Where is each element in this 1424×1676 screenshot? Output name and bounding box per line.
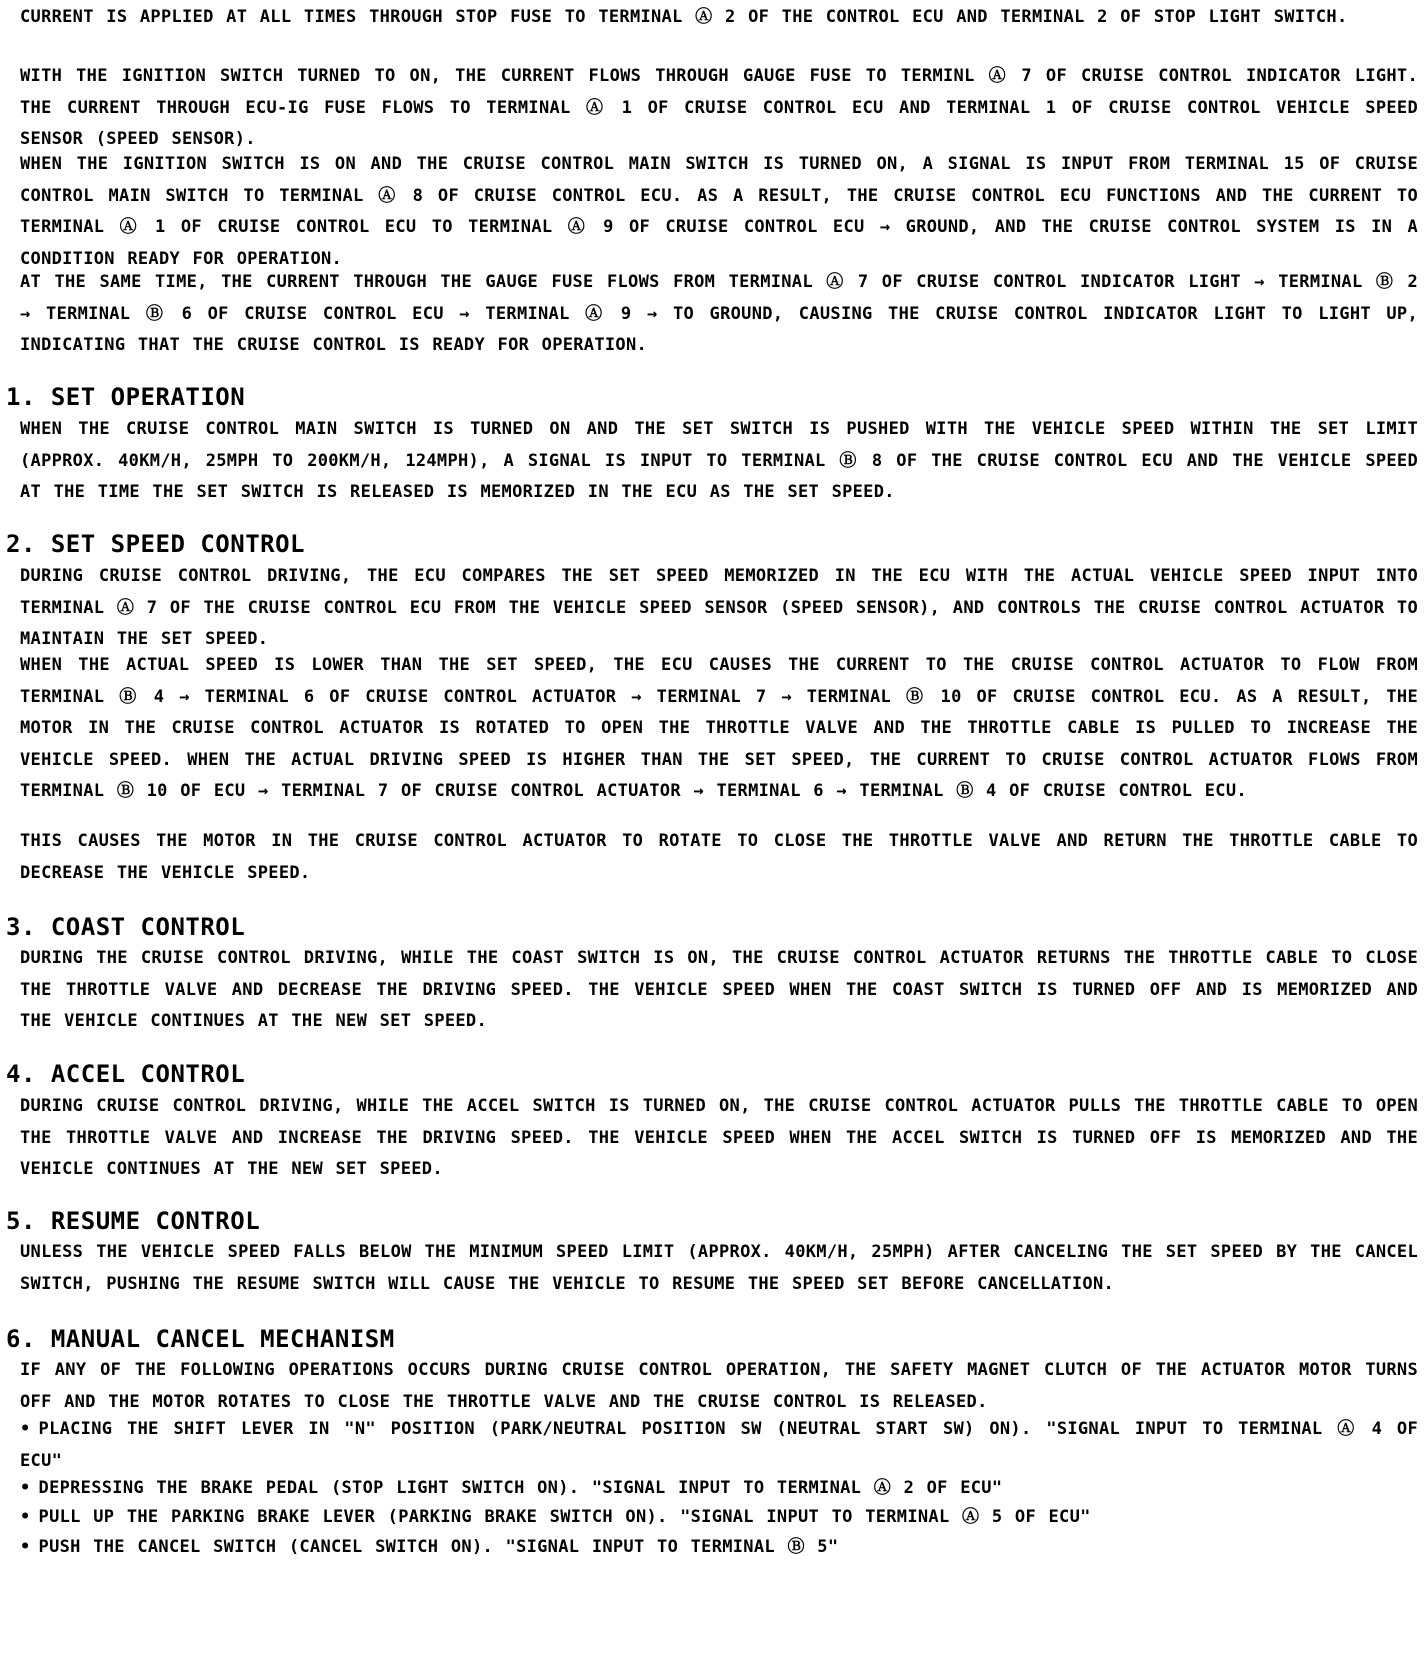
- set-speed-control-paragraph-1: DURING CRUISE CONTROL DRIVING, THE ECU COMPARES THE SET SPEED MEMORIZED IN THE ECU WITH THE ACTUAL VEHICLE SPEED INPUT INTO TERMINAL Ⓐ 7 OF THE CRUISE CONTROL ECU FROM THE VEHICLE SPEED SENSOR (SPEED SENSOR), AND CONTROLS THE CRUISE CONTROL ACTUATOR TO MAINTAIN THE SET SPEED.: [20, 566, 1418, 649]
- cancel-condition-text: PLACING THE SHIFT LEVER IN "N" POSITION (PARK/NEUTRAL POSITION SW (NEUTRAL START SW) ON). "SIGNAL INPUT TO TERMINAL Ⓐ 4 OF ECU": [20, 1419, 1418, 1471]
- section-heading-set-operation: 1. SET OPERATION: [6, 383, 246, 411]
- cancel-condition-text: DEPRESSING THE BRAKE PEDAL (STOP LIGHT SWITCH ON). "SIGNAL INPUT TO TERMINAL Ⓐ 2 OF ECU": [38, 1478, 1003, 1498]
- set-operation-paragraph: WHEN THE CRUISE CONTROL MAIN SWITCH IS TURNED ON AND THE SET SWITCH IS PUSHED WITH THE VEHICLE SPEED WITHIN THE SET LIMIT (APPROX. 40KM/H, 25MPH TO 200KM/H, 124MPH), A SIGNAL IS INPUT TO TERMINAL Ⓑ 8 OF THE CRUISE CONTROL ECU AND THE VEHICLE SPEED AT THE TIME THE SET SWITCH IS RELEASED IS MEMORIZED IN THE ECU AS THE SET SPEED.: [20, 419, 1418, 502]
- bullet-icon: •: [20, 1537, 31, 1557]
- section-heading-set-speed-control: 2. SET SPEED CONTROL: [6, 530, 305, 558]
- cancel-condition-item: [20, 1532, 1418, 1564]
- cancel-condition-text: PUSH THE CANCEL SWITCH (CANCEL SWITCH ON). "SIGNAL INPUT TO TERMINAL Ⓑ 5": [38, 1537, 839, 1557]
- section-heading-accel-control: 4. ACCEL CONTROL: [6, 1060, 246, 1088]
- resume-control-paragraph: UNLESS THE VEHICLE SPEED FALLS BELOW THE MINIMUM SPEED LIMIT (APPROX. 40KM/H, 25MPH) AFTER CANCELING THE SET SPEED BY THE CANCEL SWITCH, PUSHING THE RESUME SWITCH WILL CAUSE THE VEHICLE TO RESUME THE SPEED SET BEFORE CANCELLATION.: [20, 1242, 1418, 1294]
- set-speed-control-paragraph-3: THIS CAUSES THE MOTOR IN THE CRUISE CONTROL ACTUATOR TO ROTATE TO CLOSE THE THROTTLE VALVE AND RETURN THE THROTTLE CABLE TO DECREASE THE VEHICLE SPEED.: [20, 831, 1418, 883]
- accel-control-paragraph: DURING CRUISE CONTROL DRIVING, WHILE THE ACCEL SWITCH IS TURNED ON, THE CRUISE CONTROL ACTUATOR PULLS THE THROTTLE CABLE TO OPEN THE THROTTLE VALVE AND INCREASE THE DRIVING SPEED. THE VEHICLE SPEED WHEN THE ACCEL SWITCH IS TURNED OFF IS MEMORIZED AND THE VEHICLE CONTINUES AT THE NEW SET SPEED.: [20, 1096, 1418, 1179]
- intro-paragraph-3: WHEN THE IGNITION SWITCH IS ON AND THE CRUISE CONTROL MAIN SWITCH IS TURNED ON, A SIGNAL IS INPUT FROM TERMINAL 15 OF CRUISE CONTROL MAIN SWITCH TO TERMINAL Ⓐ 8 OF CRUISE CONTROL ECU. AS A RESULT, THE CRUISE CONTROL ECU FUNCTIONS AND THE CURRENT TO TERMINAL Ⓐ 1 OF CRUISE CONTROL ECU TO TERMINAL Ⓐ 9 OF CRUISE CONTROL ECU → GROUND, AND THE CRUISE CONTROL SYSTEM IS IN A CONDITION READY FOR OPERATION.: [20, 154, 1418, 269]
- bullet-icon: •: [20, 1478, 31, 1498]
- section-heading-coast-control: 3. COAST CONTROL: [6, 913, 246, 941]
- intro-paragraph-2: WITH THE IGNITION SWITCH TURNED TO ON, THE CURRENT FLOWS THROUGH GAUGE FUSE TO TERMINL Ⓐ 7 OF CRUISE CONTROL INDICATOR LIGHT. THE CURRENT THROUGH ECU-IG FUSE FLOWS TO TERMINAL Ⓐ 1 OF CRUISE CONTROL ECU AND TERMINAL 1 OF CRUISE CONTROL VEHICLE SPEED SENSOR (SPEED SENSOR).: [20, 66, 1418, 149]
- cancel-condition-item: [20, 1414, 1418, 1477]
- set-speed-control-paragraph-2: WHEN THE ACTUAL SPEED IS LOWER THAN THE SET SPEED, THE ECU CAUSES THE CURRENT TO THE CRUISE CONTROL ACTUATOR TO FLOW FROM TERMINAL Ⓑ 4 → TERMINAL 6 OF CRUISE CONTROL ACTUATOR → TERMINAL 7 → TERMINAL Ⓑ 10 OF CRUISE CONTROL ECU. AS A RESULT, THE MOTOR IN THE CRUISE CONTROL ACTUATOR IS ROTATED TO OPEN THE THROTTLE VALVE AND THE THROTTLE CABLE IS PULLED TO INCREASE THE VEHICLE SPEED. WHEN THE ACTUAL DRIVING SPEED IS HIGHER THAN THE SET SPEED, THE CURRENT TO CRUISE CONTROL ACTUATOR FLOWS FROM TERMINAL Ⓑ 10 OF ECU → TERMINAL 7 OF CRUISE CONTROL ACTUATOR → TERMINAL 6 → TERMINAL Ⓑ 4 OF CRUISE CONTROL ECU.: [20, 655, 1418, 801]
- cancel-condition-text: PULL UP THE PARKING BRAKE LEVER (PARKING BRAKE SWITCH ON). "SIGNAL INPUT TO TERMINAL Ⓐ 5 OF ECU": [38, 1507, 1091, 1527]
- section-heading-resume-control: 5. RESUME CONTROL: [6, 1207, 261, 1235]
- intro-paragraph-4: AT THE SAME TIME, THE CURRENT THROUGH THE GAUGE FUSE FLOWS FROM TERMINAL Ⓐ 7 OF CRUISE CONTROL INDICATOR LIGHT → TERMINAL Ⓑ 2 → TERMINAL Ⓑ 6 OF CRUISE CONTROL ECU → TERMINAL Ⓐ 9 → TO GROUND, CAUSING THE CRUISE CONTROL INDICATOR LIGHT TO LIGHT UP, INDICATING THAT THE CRUISE CONTROL IS READY FOR OPERATION.: [20, 272, 1418, 355]
- section-heading-manual-cancel: 6. MANUAL CANCEL MECHANISM: [6, 1325, 395, 1353]
- cancel-condition-item: [20, 1473, 1418, 1505]
- bullet-icon: •: [20, 1419, 31, 1439]
- cancel-condition-item: [20, 1502, 1418, 1534]
- bullet-icon: •: [20, 1507, 31, 1527]
- intro-paragraph-1: CURRENT IS APPLIED AT ALL TIMES THROUGH STOP FUSE TO TERMINAL Ⓐ 2 OF THE CONTROL ECU AND TERMINAL 2 OF STOP LIGHT SWITCH.: [20, 7, 1348, 27]
- manual-cancel-paragraph: IF ANY OF THE FOLLOWING OPERATIONS OCCURS DURING CRUISE CONTROL OPERATION, THE SAFETY MAGNET CLUTCH OF THE ACTUATOR MOTOR TURNS OFF AND THE MOTOR ROTATES TO CLOSE THE THROTTLE VALVE AND THE CRUISE CONTROL IS RELEASED.: [20, 1360, 1418, 1412]
- coast-control-paragraph: DURING THE CRUISE CONTROL DRIVING, WHILE THE COAST SWITCH IS ON, THE CRUISE CONTROL ACTUATOR RETURNS THE THROTTLE CABLE TO CLOSE THE THROTTLE VALVE AND DECREASE THE DRIVING SPEED. THE VEHICLE SPEED WHEN THE COAST SWITCH IS TURNED OFF AND IS MEMORIZED AND THE VEHICLE CONTINUES AT THE NEW SET SPEED.: [20, 948, 1418, 1031]
